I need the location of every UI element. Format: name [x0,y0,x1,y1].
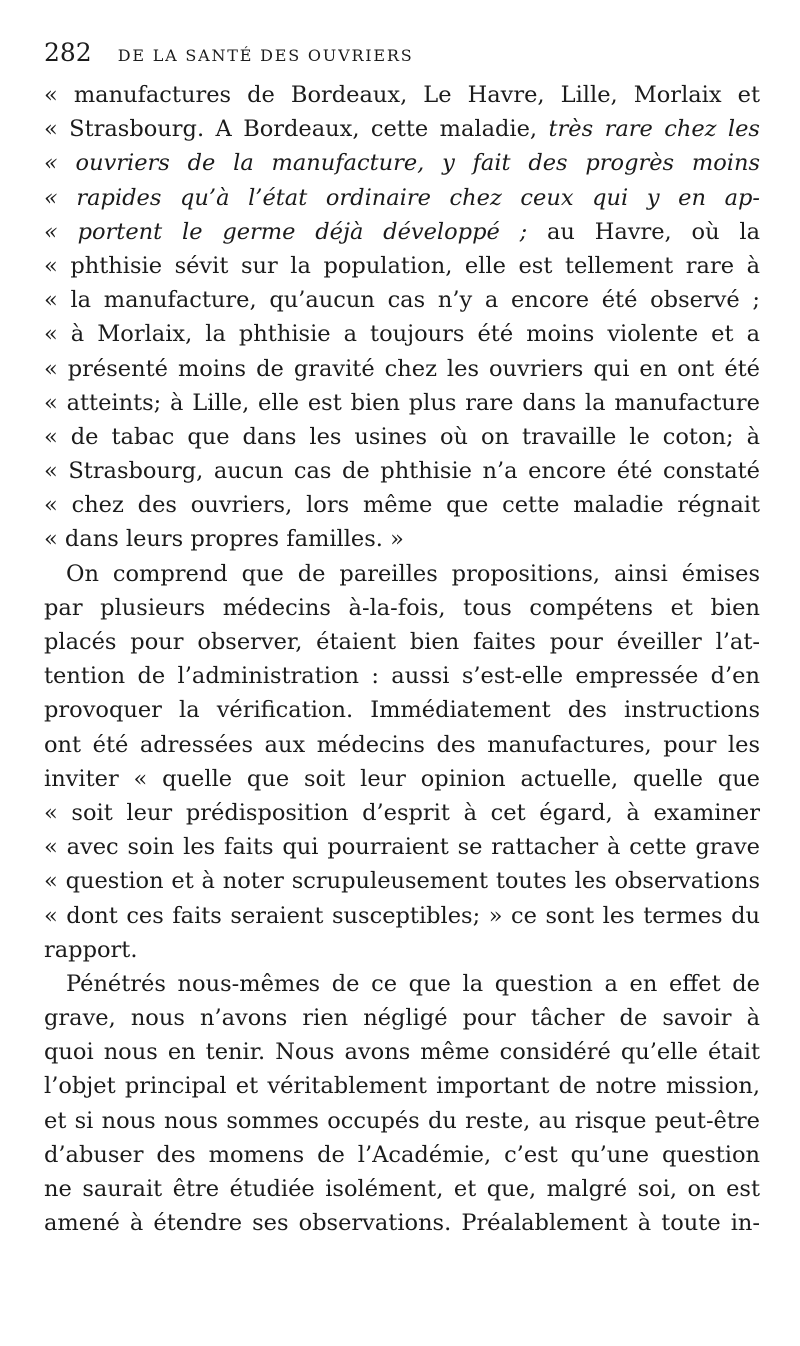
roman-text: « dans leurs propres familles. » [44,526,404,553]
roman-text: « atteints; à Lille, elle est bien plus rare dans la manufacture [44,389,760,416]
text-line [44,864,760,898]
text-line [44,796,760,830]
text-line [44,352,760,386]
roman-text: « phthisie sévit sur la population, elle est tellement rare à [44,252,760,279]
text-line [44,591,760,625]
roman-text: « Strasbourg, aucun cas de phthisie n’a encore été constaté [44,458,760,485]
roman-text: tention de l’administration : aussi s’est-elle empressée d’en [44,663,760,690]
text-line [44,317,760,351]
roman-text: rapport. [44,936,138,963]
page-header [44,38,760,78]
text-line [44,420,760,454]
roman-text: placés pour observer, étaient bien faites pour éveiller l’at- [44,629,760,655]
roman-text: Pénétrés nous-mêmes de ce que la question a en effet de [66,970,760,997]
text-line [44,249,760,283]
roman-text: « question et à noter scrupuleusement toutes les observations [44,868,760,895]
italic-text: « portent le germe déjà développé ; [44,218,528,245]
roman-text: grave, nous n’avons rien négligé pour tâcher de savoir à [44,1005,760,1032]
text-line [44,762,760,796]
roman-text: « chez des ouvriers, lors même que cette maladie régnait [44,492,760,519]
roman-text: « avec soin les faits qui pourraient se rattacher à cette grave [44,834,760,861]
text-line [44,1172,760,1206]
roman-text: ont été adressées aux médecins des manufactures, pour les [44,731,760,758]
roman-text: « à Morlaix, la phthisie a toujours été moins violente et a [44,321,760,348]
text-line [44,215,760,249]
text-line [44,112,760,146]
text-line [44,1104,760,1138]
roman-text: quoi nous en tenir. Nous avons même considéré qu’elle était [44,1039,760,1066]
text-line [44,181,760,215]
text-line [44,625,760,659]
text-line [44,146,760,180]
roman-text: « de tabac que dans les usines où on travaille le coton; à [44,423,760,450]
text-line [44,454,760,488]
running-title: DE LA SANTÉ DES OUVRIERS [117,46,414,65]
text-line [44,78,760,112]
text-line [44,1035,760,1069]
text-line [44,522,760,556]
roman-text: d’abuser des momens de l’Académie, c’est qu’une question [44,1141,760,1168]
roman-text: inviter « quelle que soit leur opinion actuelle, quelle que [44,765,760,792]
roman-text: et si nous nous sommes occupés du reste, au risque peut-être [44,1107,760,1134]
italic-text: « ouvriers de la manufacture, y fait des progrès moins [44,150,760,177]
text-line [44,1138,760,1172]
roman-text: « Strasbourg. A Bordeaux, cette maladie, [44,116,549,143]
roman-text: « la manufacture, qu’aucun cas n’y a encore été observé ; [44,287,760,314]
text-line [44,830,760,864]
roman-text: On comprend que de pareilles propositions, ainsi émises [66,560,760,587]
text-line [44,899,760,933]
roman-text: « manufactures de Bordeaux, Le Havre, Lille, Morlaix et [44,82,760,108]
page-number: 282 [44,38,92,67]
roman-text: « dont ces faits seraient susceptibles; » ce sont les termes du [44,902,760,929]
roman-text: ne saurait être étudiée isolément, et que, malgré soi, on est [44,1176,760,1202]
text-line [44,967,760,1001]
text-line [44,1206,760,1240]
text-line [44,693,760,727]
text-line [44,283,760,317]
text-line [44,933,760,967]
roman-text: au Havre, où la [527,218,760,245]
text-line [44,386,760,420]
italic-text: « rapides qu’à l’état ordinaire chez ceux qui y en ap- [44,184,760,211]
roman-text: « présenté moins de gravité chez les ouvriers qui en ont été [44,355,760,382]
roman-text: l’objet principal et véritablement important de notre mission, [44,1073,760,1100]
roman-text: « soit leur prédisposition d’esprit à cet égard, à examiner [44,799,760,826]
text-line [44,1001,760,1035]
text-line [44,1069,760,1103]
roman-text: amené à étendre ses observations. Préalablement à toute in- [44,1210,760,1237]
text-line [44,488,760,522]
text-line [44,728,760,762]
text-line [44,659,760,693]
roman-text: par plusieurs médecins à-la-fois, tous compétens et bien [44,594,760,621]
italic-text: très rare chez les [548,116,760,143]
text-line [44,557,760,591]
roman-text: provoquer la vérification. Immédiatement des instructions [44,697,760,724]
body-text [44,78,760,1240]
